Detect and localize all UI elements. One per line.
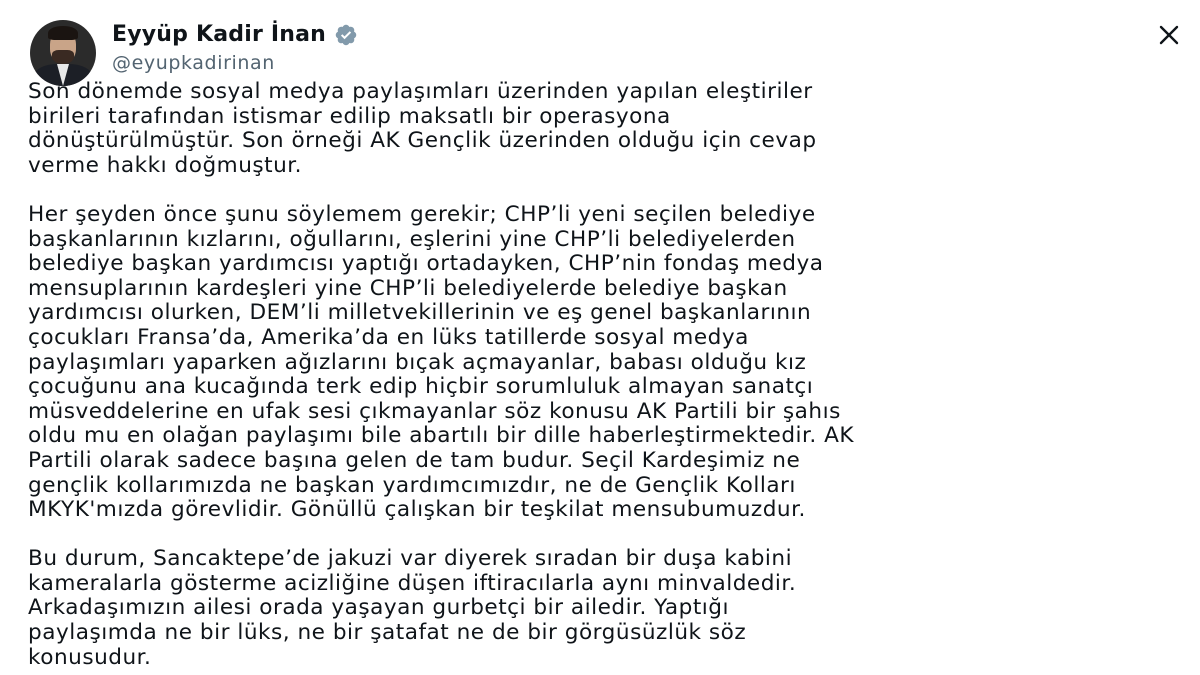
text-line: kameralarla gösterme acizliğine düşen iftiracılarla aynı minvaldedir. <box>28 570 797 596</box>
text-line: dönüştürülmüştür. Son örneği AK Gençlik üzerinden olduğu için cevap <box>28 128 817 154</box>
text-line: Partili olarak sadece başına gelen de tam budur. Seçil Kardeşimiz ne <box>28 447 801 473</box>
tweet-paragraph <box>28 547 1178 670</box>
close-icon[interactable] <box>1156 22 1182 48</box>
text-line: yardımcısı olurken, DEM’li milletvekillerinin ve eş genel başkanlarının <box>28 300 812 326</box>
text-line: müsveddelerine en ufak sesi çıkmayanlar söz konusu AK Partili bir şahıs <box>28 398 841 424</box>
text-line: MKYK'mızda görevlidir. Gönüllü çalışkan bir teşkilat mensubumuzdur. <box>28 497 806 523</box>
avatar-beard <box>52 50 74 64</box>
text-line: paylaşımları yaparken ağızlarını bıçak açmayanlar, babası olduğu kız <box>28 349 807 375</box>
avatar-hair <box>48 26 78 40</box>
text-line: konusudur. <box>28 644 152 670</box>
tweet-body <box>28 80 1178 670</box>
author-handle[interactable]: @eyupkadirinan <box>112 52 275 74</box>
text-line: paylaşımda ne bir lüks, ne bir şatafat ne de bir görgüsüzlük söz <box>28 620 747 646</box>
text-line: çocuğunu ana kucağında terk edip hiçbir sorumluluk almayan sanatçı <box>28 374 814 400</box>
text-line: Her şeyden önce şunu söylemem gerekir; CHP’li yeni seçilen belediye <box>28 201 816 227</box>
text-line: birileri tarafından istismar edilip maksatlı bir operasyona <box>28 103 671 129</box>
verified-badge-icon <box>334 23 358 47</box>
text-line: verme hakkı doğmuştur. <box>28 152 303 178</box>
text-line: başkanlarının kızlarını, oğullarını, eşlerini yine CHP’li belediyelerden <box>28 226 796 252</box>
tweet-paragraph <box>28 80 1178 178</box>
text-line: belediye başkan yardımcısı yaptığı ortadayken, CHP’nin fondaş medya <box>28 251 824 277</box>
text-line: Son dönemde sosyal medya paylaşımları üzerinden yapılan eleştiriler <box>28 79 813 104</box>
text-line: Arkadaşımızın ailesi orada yaşayan gurbetçi bir ailedir. Yaptığı <box>28 595 730 621</box>
tweet-paragraph <box>28 203 1178 523</box>
text-line: çocukları Fransa’da, Amerika’da en lüks tatillerde sosyal medya <box>28 324 749 350</box>
text-line: gençlik kollarımızda ne başkan yardımcımızdır, ne de Gençlik Kolları <box>28 472 796 498</box>
text-line: mensuplarının kardeşleri yine CHP’li belediyelerde belediye başkan <box>28 275 788 301</box>
text-line: oldu mu en olağan paylaşımı bile abartılı bir dille haberleştirmektedir. AK <box>28 423 855 449</box>
avatar[interactable] <box>30 20 96 86</box>
author-display-name[interactable]: Eyyüp Kadir İnan <box>112 22 327 47</box>
text-line: Bu durum, Sancaktepe’de jakuzi var diyerek sıradan bir duşa kabini <box>28 546 793 572</box>
author-name-row <box>112 22 358 47</box>
